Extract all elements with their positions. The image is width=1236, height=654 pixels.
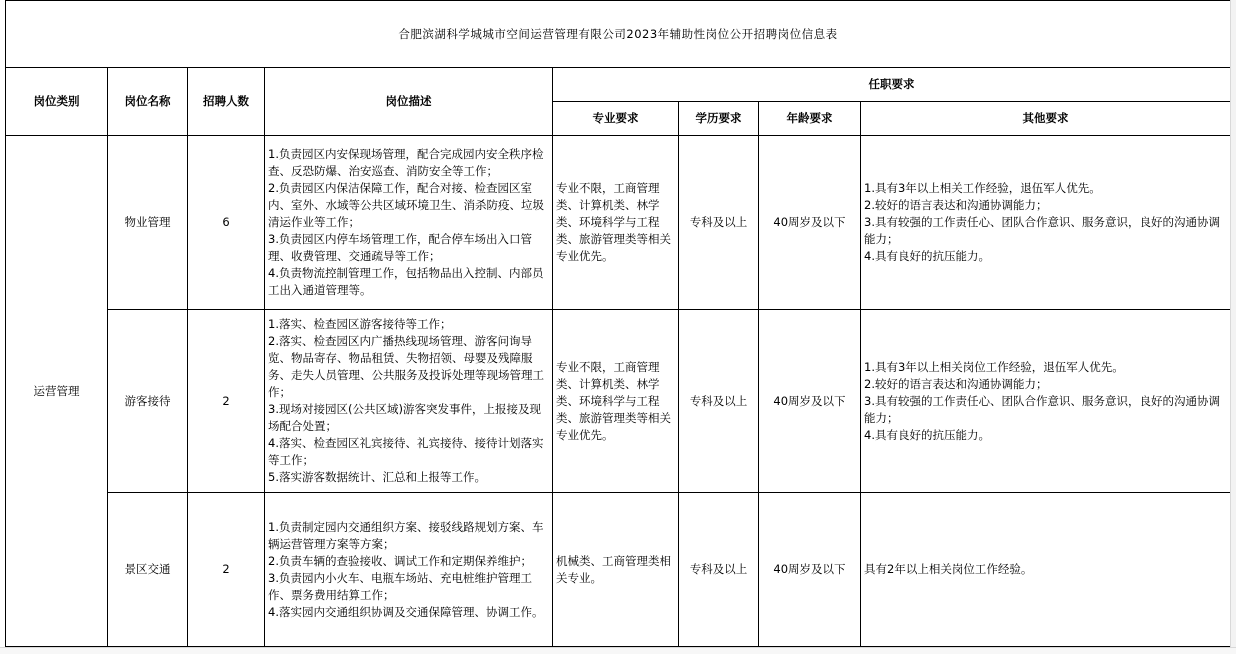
cell-description — [265, 136, 553, 310]
other-line: 2.较好的语言表达和沟通协调能力； — [864, 376, 1048, 391]
other-line: 4.具有良好的抗压能力。 — [864, 249, 990, 263]
header-major: 专业要求 — [553, 102, 679, 136]
table-title: 合肥滨湖科学城城市空间运营管理有限公司2023年辅助性岗位公开招聘岗位信息表 — [6, 1, 1231, 68]
other-line: 具有2年以上相关岗位工作经验。 — [864, 562, 1033, 576]
cell-count: 6 — [188, 136, 265, 310]
description-line: 2.落实、检查园区内广播热线现场管理、游客问询导览、物品寄存、物品租赁、失物招领、母婴及残障服务、走失人员管理、公共服务及投诉处理等现场管理工作； — [268, 334, 544, 399]
cell-position: 游客接待 — [108, 310, 188, 493]
header-age: 年龄要求 — [759, 102, 861, 136]
header-education: 学历要求 — [679, 102, 759, 136]
header-requirements: 任职要求 — [553, 68, 1231, 102]
header-count: 招聘人数 — [188, 68, 265, 136]
description-line: 4.落实园内交通组织协调及交通保障管理、协调工作。 — [268, 604, 544, 619]
other-line: 1.具有3年以上相关工作经验，退伍军人优先。 — [864, 181, 1101, 195]
table-row — [6, 310, 1231, 493]
cell-position: 物业管理 — [108, 136, 188, 310]
cell-age: 40周岁及以下 — [759, 493, 861, 647]
recruitment-table — [5, 0, 1231, 647]
description-line: 3.现场对接园区(公共区域)游客突发事件，上报接及现场配合处置； — [268, 402, 541, 433]
description-line: 4.负责物流控制管理工作，包括物品出入控制、内部员工出入通道管理等。 — [268, 266, 544, 297]
cell-other — [861, 310, 1231, 493]
description-line: 2.负责园区内保洁保障工作，配合对接、检查园区室内、室外、水域等公共区域环境卫生、消杀防疫、垃圾清运作业等工作； — [268, 181, 544, 229]
other-line: 2.较好的语言表达和沟通协调能力； — [864, 198, 1048, 212]
other-line: 1.具有3年以上相关岗位工作经验，退伍军人优先。 — [864, 359, 1124, 374]
description-line: 3.负责园区内停车场管理工作，配合停车场出入口管理、收费管理、交通疏导等工作； — [268, 232, 532, 263]
cell-other — [861, 136, 1231, 310]
table-row — [6, 136, 1231, 310]
cell-count: 2 — [188, 310, 265, 493]
cell-education: 专科及以上 — [679, 310, 759, 493]
cell-count: 2 — [188, 493, 265, 647]
header-position: 岗位名称 — [108, 68, 188, 136]
cell-major: 专业不限，工商管理类、计算机类、林学类、环境科学与工程类、旅游管理类等相关专业优先。 — [553, 136, 679, 310]
cell-description — [265, 493, 553, 647]
header-category: 岗位类别 — [6, 68, 108, 136]
description-line: 4.落实、检查园区礼宾接待、礼宾接待、接待计划落实等工作； — [268, 436, 544, 467]
cell-other — [861, 493, 1231, 647]
other-line: 3.具有较强的工作责任心、团队合作意识、服务意识，良好的沟通协调能力； — [864, 215, 1220, 246]
cell-major: 机械类、工商管理类相关专业。 — [553, 493, 679, 647]
description-line: 1.负责制定园内交通组织方案、接驳线路规划方案、车辆运营管理方案等方案； — [268, 519, 544, 551]
table-row — [6, 493, 1231, 647]
header-other: 其他要求 — [861, 102, 1231, 136]
cell-education: 专科及以上 — [679, 493, 759, 647]
cell-position: 景区交通 — [108, 493, 188, 647]
description-line: 3.负责园内小火车、电瓶车场站、充电桩维护管理工作、票务费用结算工作； — [268, 570, 532, 602]
description-line: 5.落实游客数据统计、汇总和上报等工作。 — [268, 470, 486, 484]
other-line: 4.具有良好的抗压能力。 — [864, 427, 990, 442]
description-line: 2.负责车辆的查验接收、调试工作和定期保养维护； — [268, 553, 532, 568]
description-line: 1.负责园区内安保现场管理，配合完成园内安全秩序检查、反恐防爆、治安巡查、消防安全等工作； — [268, 147, 544, 178]
cell-age: 40周岁及以下 — [759, 310, 861, 493]
cell-education: 专科及以上 — [679, 136, 759, 310]
description-line: 1.落实、检查园区游客接待等工作； — [268, 317, 452, 331]
other-line: 3.具有较强的工作责任心、团队合作意识、服务意识，良好的沟通协调能力； — [864, 393, 1220, 425]
cell-description — [265, 310, 553, 493]
cell-major: 专业不限，工商管理类、计算机类、林学类、环境科学与工程类、旅游管理类等相关专业优先。 — [553, 310, 679, 493]
cell-category: 运营管理 — [6, 136, 108, 647]
cell-age: 40周岁及以下 — [759, 136, 861, 310]
sheet-right-edge — [1230, 0, 1236, 653]
header-description: 岗位描述 — [265, 68, 553, 136]
